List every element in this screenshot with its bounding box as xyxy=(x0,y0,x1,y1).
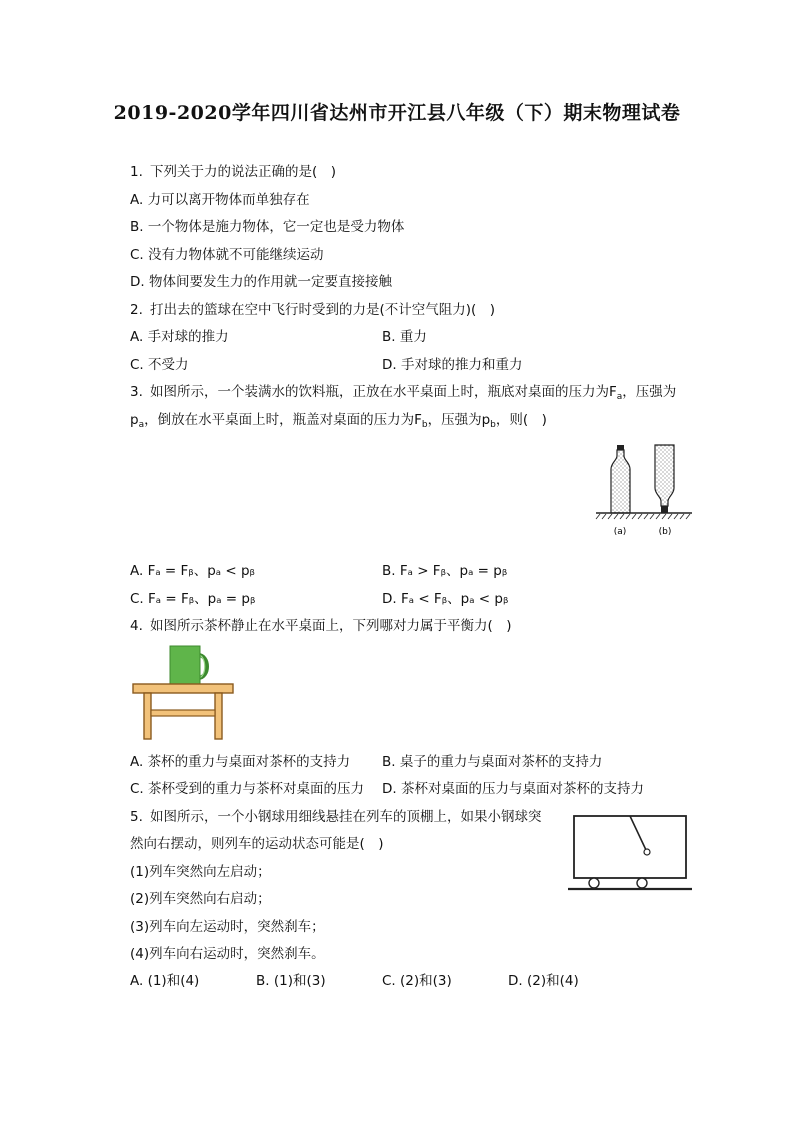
q3-option-b[interactable] xyxy=(382,562,507,580)
q5-item-1: (1)列车突然向左启动； xyxy=(130,864,271,880)
question-text: ，倒放在水平桌面上时，瓶盖对桌面的压力为F xyxy=(144,412,422,428)
option-text: Fₐ = Fᵦ、pₐ < pᵦ xyxy=(147,563,255,579)
q2-option-a[interactable]: A. 手对球的推力 xyxy=(130,329,229,345)
q3-option-a[interactable] xyxy=(130,562,255,580)
q2-option-c[interactable]: C. 不受力 xyxy=(130,357,189,373)
figure-label-b: (b) xyxy=(658,527,672,537)
question-text: 下列关于力的说法正确的是( ) xyxy=(150,164,337,180)
q1-option-b[interactable]: B. 一个物体是施力物体，它一定也是受力物体 xyxy=(130,219,405,235)
q4-option-a[interactable]: A. 茶杯的重力与桌面对茶杯的支持力 xyxy=(130,754,351,770)
bottles-figure xyxy=(594,443,694,539)
subscript: a xyxy=(138,420,145,430)
q1-option-c[interactable]: C. 没有力物体就不可能继续运动 xyxy=(130,247,324,263)
q2-option-d[interactable]: D. 手对球的推力和重力 xyxy=(382,357,523,373)
steel-ball xyxy=(644,849,650,855)
option-text: Fₐ < Fᵦ、pₐ < pᵦ xyxy=(400,591,509,607)
q5-option-b[interactable]: B. (1)和(3) xyxy=(256,973,326,989)
bottle-inverted xyxy=(655,445,674,513)
question-3-stem-line2 xyxy=(130,411,547,434)
subscript: a xyxy=(616,392,623,402)
q5-item-2: (2)列车突然向右启动； xyxy=(130,891,271,907)
option-prefix: A. xyxy=(130,563,144,579)
question-number: 5. xyxy=(130,809,143,825)
option-prefix: D. xyxy=(382,591,397,607)
figure-label-a: (a) xyxy=(613,527,627,537)
subscript: b xyxy=(421,420,428,430)
question-text: 打出去的篮球在空中飞行时受到的力是(不计空气阻力)( ) xyxy=(150,302,496,318)
q5-option-a[interactable]: A. (1)和(4) xyxy=(130,973,200,989)
question-number: 2. xyxy=(130,302,143,318)
wheel-right xyxy=(637,878,647,888)
q3-option-c[interactable] xyxy=(130,590,255,608)
q4-option-b[interactable]: B. 桌子的重力与桌面对茶杯的支持力 xyxy=(382,754,603,770)
q1-option-d[interactable]: D. 物体间要发生力的作用就一定要直接接触 xyxy=(130,274,392,290)
question-5-stem-line2: 然向右摆动，则列车的运动状态可能是( ) xyxy=(130,836,384,852)
question-text: 如图所示，一个小钢球用细线悬挂在列车的顶棚上，如果小钢球突 xyxy=(150,809,542,825)
teacup xyxy=(170,646,207,684)
question-2-stem xyxy=(130,301,495,319)
q5-item-4: (4)列车向右运动时，突然刹车。 xyxy=(130,946,325,962)
q5-item-3: (3)列车向左运动时，突然刹车； xyxy=(130,919,325,935)
q5-option-c[interactable]: C. (2)和(3) xyxy=(382,973,452,989)
question-number: 1. xyxy=(130,164,143,180)
q2-option-b[interactable]: B. 重力 xyxy=(382,329,427,345)
page-title: 2019-2020学年四川省达州市开江县八年级（下）期末物理试卷 xyxy=(113,102,681,124)
q4-option-d[interactable]: D. 茶杯对桌面的压力与桌面对茶杯的支持力 xyxy=(382,781,644,797)
option-text: Fₐ = Fᵦ、pₐ = pᵦ xyxy=(148,591,256,607)
question-text: ，则( ) xyxy=(495,412,547,428)
question-number: 4. xyxy=(130,618,143,634)
option-prefix: C. xyxy=(130,591,144,607)
q3-option-d[interactable] xyxy=(382,590,508,608)
question-number: 3. xyxy=(130,384,143,400)
option-text: Fₐ > Fᵦ、pₐ = pᵦ xyxy=(399,563,508,579)
train-car xyxy=(574,816,686,878)
table xyxy=(133,684,233,739)
option-prefix: B. xyxy=(382,563,396,579)
question-text: ，压强为 xyxy=(622,384,677,400)
bottle-upright xyxy=(611,445,630,513)
train-pendulum-figure xyxy=(566,812,694,894)
q5-option-d[interactable]: D. (2)和(4) xyxy=(508,973,579,989)
q1-option-a[interactable]: A. 力可以离开物体而单独存在 xyxy=(130,192,310,208)
question-text: ，压强为p xyxy=(427,412,491,428)
question-3-stem-line1 xyxy=(130,383,676,406)
wheel-left xyxy=(589,878,599,888)
subscript: b xyxy=(490,420,496,430)
question-text: 如图所示，一个装满水的饮料瓶，正放在水平桌面上时，瓶底对桌面的压力为F xyxy=(150,384,617,400)
question-4-stem xyxy=(130,617,512,635)
question-1-stem xyxy=(130,163,336,181)
question-5-stem-line1 xyxy=(130,808,542,826)
cup-on-table-figure xyxy=(130,642,236,742)
q4-option-c[interactable]: C. 茶杯受到的重力与茶杯对桌面的压力 xyxy=(130,781,365,797)
question-text: 如图所示茶杯静止在水平桌面上，下列哪对力属于平衡力( ) xyxy=(150,618,512,634)
question-text: p xyxy=(130,412,139,428)
